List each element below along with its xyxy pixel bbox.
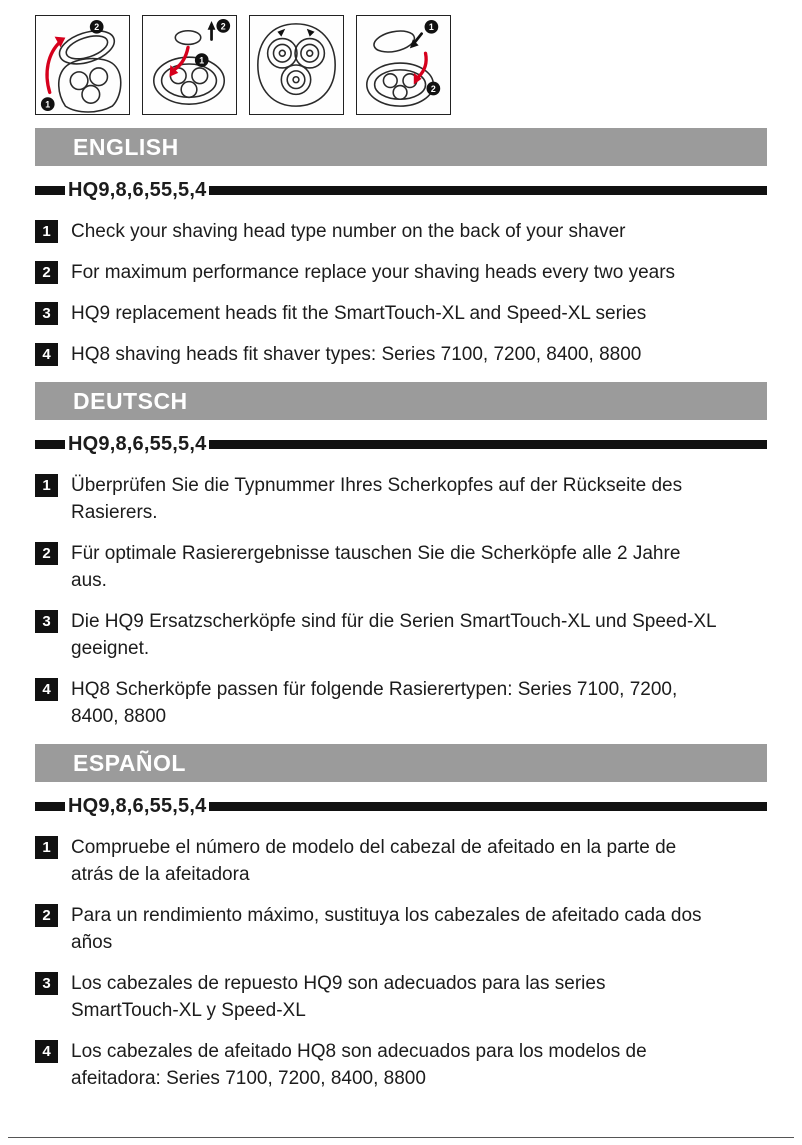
step-number-badge: 3 — [35, 610, 58, 633]
instruction-item — [35, 259, 767, 286]
instruction-list — [35, 472, 767, 730]
model-bar-right — [209, 802, 767, 811]
language-title: ESPAÑOL — [73, 749, 186, 776]
language-section-deutsch — [35, 382, 767, 730]
model-bar-left — [35, 440, 65, 449]
figure-replace-cutter-frame — [356, 15, 451, 115]
language-section-espanol — [35, 744, 767, 1092]
model-bar-left — [35, 802, 65, 811]
instruction-text: HQ8 Scherköpfe passen für folgende Rasierertypen: Series 7100, 7200, 8400, 8800 — [71, 679, 678, 727]
instruction-list — [35, 834, 767, 1092]
instruction-item — [35, 218, 767, 245]
step-number-badge: 2 — [35, 542, 58, 565]
replace-cutter-frame-icon — [357, 16, 450, 114]
step-number-badge: 1 — [35, 220, 58, 243]
model-bar-right — [209, 186, 767, 195]
instruction-text: For maximum performance replace your shaving heads every two years — [71, 262, 676, 283]
figure-rotary-heads-top-view — [249, 15, 344, 115]
language-section-english — [35, 128, 767, 368]
step-badge: 1 — [199, 55, 205, 66]
model-number: HQ9,8,6,55,5,4 — [68, 178, 207, 201]
step-number-badge: 4 — [35, 678, 58, 701]
remove-cutter-frame-icon — [143, 16, 236, 114]
step-badge: 2 — [220, 21, 226, 32]
instruction-item — [35, 341, 767, 368]
manual-page — [0, 15, 802, 1145]
instruction-text: HQ8 shaving heads fit shaver types: Series 7100, 7200, 8400, 8800 — [71, 344, 642, 365]
instruction-item — [35, 608, 767, 662]
step-badge: 1 — [45, 99, 51, 110]
illustration-strip — [35, 15, 802, 115]
model-line — [35, 795, 767, 817]
model-bar-right — [209, 440, 767, 449]
page-bottom-rule — [8, 1137, 794, 1138]
instruction-list — [35, 218, 767, 368]
language-title: ENGLISH — [73, 133, 179, 160]
model-bar-left — [35, 186, 65, 195]
step-number-badge: 4 — [35, 343, 58, 366]
language-title: DEUTSCH — [73, 387, 188, 414]
instruction-text: Überprüfen Sie die Typnummer Ihres Scherkopfes auf der Rückseite des Rasierers. — [71, 475, 683, 523]
instruction-item — [35, 1038, 767, 1092]
model-number: HQ9,8,6,55,5,4 — [68, 432, 207, 455]
instruction-text: Los cabezales de repuesto HQ9 son adecuados para las series SmartTouch-XL y Speed-XL — [71, 973, 606, 1021]
model-line — [35, 433, 767, 455]
step-badge: 2 — [430, 83, 436, 94]
step-number-badge: 3 — [35, 972, 58, 995]
instruction-item — [35, 902, 767, 956]
figure-remove-cutter-frame — [142, 15, 237, 115]
step-number-badge: 3 — [35, 302, 58, 325]
step-badge: 1 — [428, 22, 434, 33]
instruction-item — [35, 676, 767, 730]
step-number-badge: 1 — [35, 474, 58, 497]
step-badge: 2 — [94, 22, 100, 33]
language-header — [35, 744, 767, 782]
figure-open-shaver-head — [35, 15, 130, 115]
step-number-badge: 2 — [35, 261, 58, 284]
step-number-badge: 2 — [35, 904, 58, 927]
instruction-text: Compruebe el número de modelo del cabezal de afeitado en la parte de atrás de la afeitadora — [71, 837, 677, 885]
step-number-badge: 1 — [35, 836, 58, 859]
model-number: HQ9,8,6,55,5,4 — [68, 794, 207, 817]
manual-content — [35, 128, 767, 1092]
instruction-text: Für optimale Rasierergebnisse tauschen Sie die Scherköpfe alle 2 Jahre aus. — [71, 543, 681, 591]
instruction-text: Los cabezales de afeitado HQ8 son adecuados para los modelos de afeitadora: Series 7100, 7200, 8400, 8800 — [71, 1041, 647, 1089]
rotary-heads-icon — [250, 16, 343, 114]
model-line — [35, 179, 767, 201]
language-header — [35, 382, 767, 420]
instruction-text: Para un rendimiento máximo, sustituya los cabezales de afeitado cada dos años — [71, 905, 702, 953]
instruction-text: HQ9 replacement heads fit the SmartTouch-XL and Speed-XL series — [71, 303, 647, 324]
instruction-item — [35, 540, 767, 594]
step-number-badge: 4 — [35, 1040, 58, 1063]
instruction-text: Check your shaving head type number on the back of your shaver — [71, 221, 626, 242]
instruction-item — [35, 970, 767, 1024]
language-header — [35, 128, 767, 166]
instruction-text: Die HQ9 Ersatzscherköpfe sind für die Serien SmartTouch-XL und Speed-XL geeignet. — [71, 611, 716, 659]
instruction-item — [35, 834, 767, 888]
instruction-item — [35, 300, 767, 327]
open-shaver-head-icon — [36, 16, 129, 114]
instruction-item — [35, 472, 767, 526]
